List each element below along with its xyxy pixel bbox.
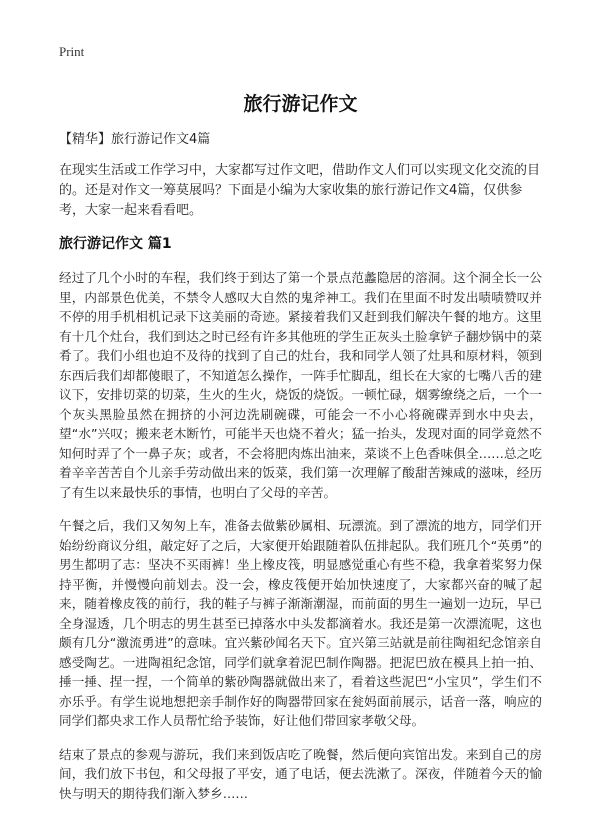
section-heading: 旅行游记作文 篇1 [59,236,172,252]
document-title: 旅行游记作文 [243,93,358,115]
document-subtitle: 【精华】旅行游记作文4篇 [59,132,211,147]
print-label: Print [59,44,85,59]
body-paragraph-2: 午餐之后，我们又匆匆上车，准备去做紫砂属相、玩漂流。到了漂流的地方，同学们开始纷纷商议分组，敲定好了之后，大家便开始跟随着队伍排起队。我们班几个“英勇”的男生都明了志：坚决不买雨裤！坐上橡皮筏，明显感觉重心有些不稳，我拿着桨努力保持平衡，并慢慢向前划去。没一会，橡皮筏便开始加快速度了，大家都兴奋的喊了起来，随着橡皮筏的前行，我的鞋子与裤子渐渐潮湿，而前面的男生一遍划一边玩，早已全身湿透，几个明志的男生甚至已掉落水中头发都滴着水。我还是第一次漂流呢，这也颇有几分“激流勇进”的意味。宜兴紫砂闻名天下。宜兴第三站就是前往陶祖纪念馆亲自感受陶艺。一进陶祖纪念馆，同学们就拿着泥巴制作陶器。把泥巴放在模具上拍一拍、捶一捶、捏一捏，一个简单的紫砂陶器就做出来了，看着这些泥巴“小宝贝”，学生们不亦乐乎。有学生说地想把亲手制作好的陶器带回家在瓮妈面前展示，话音一落，响应的同学们都央求工作人员帮忙给予装饰，好让他们带回家孝敬父母。 [59,518,542,728]
body-paragraph-1: 经过了几个小时的车程，我们终于到达了第一个景点范蠡隐居的溶洞。这个洞全长一公里，内部景色优美，不禁令人感叹大自然的鬼斧神工。我们在里面不时发出啧啧赞叹并不停的用手机相机记录下这美丽的奇迹。紧接着我们又赶到我们解决午餐的地方。这里有十几个灶台，我们到达之时已经有许多其他班的学生正灰头土脸拿铲子翻炒锅中的菜肴了。我们小组也迫不及待的找到了自己的灶台，我和同学人领了灶具和原材料，领到东西后我们却都傻眼了，不知道怎么操作，一阵手忙脚乱，组长在大家的七嘴八舌的建议下，安排切菜的切菜，生火的生火，烧饭的烧饭。一顿忙碌，烟雾缭绕之后，一个一个灰头黑脸虽然在拥挤的小河边洗刷碗碟，可能会一不小心将碗碟弄到水中央去，望“水”兴叹；搬来老木断竹，可能半天也烧不着火；猛一抬头，发现对面的同学竟然不知何时弄了个一鼻子灰；或者，不会将肥肉炼出油来，菜谈不上色香味俱全……总之吃着辛辛苦苦自个儿亲手劳动做出来的饭菜，我们第一次理解了酸甜苦辣咸的滋味，经历了有生以来最快乐的事情，也明白了父母的辛苦。 [59,270,542,500]
body-paragraph-3: 结束了景点的参观与游玩，我们来到饭店吃了晚餐，然后便向宾馆出发。来到自己的房间，我们放下书包，和父母报了平安，通了电话，便去洗漱了。深夜，伴随着今天的愉快与明天的期待我们渐入梦乡…… [59,746,542,801]
intro-paragraph: 在现实生活或工作学习中，大家都写过作文吧，借助作文人们可以实现文化交流的目的。还是对作文一筹莫展吗？下面是小编为大家收集的旅行游记作文4篇，仅供参考，大家一起来看看吧。 [59,163,541,218]
